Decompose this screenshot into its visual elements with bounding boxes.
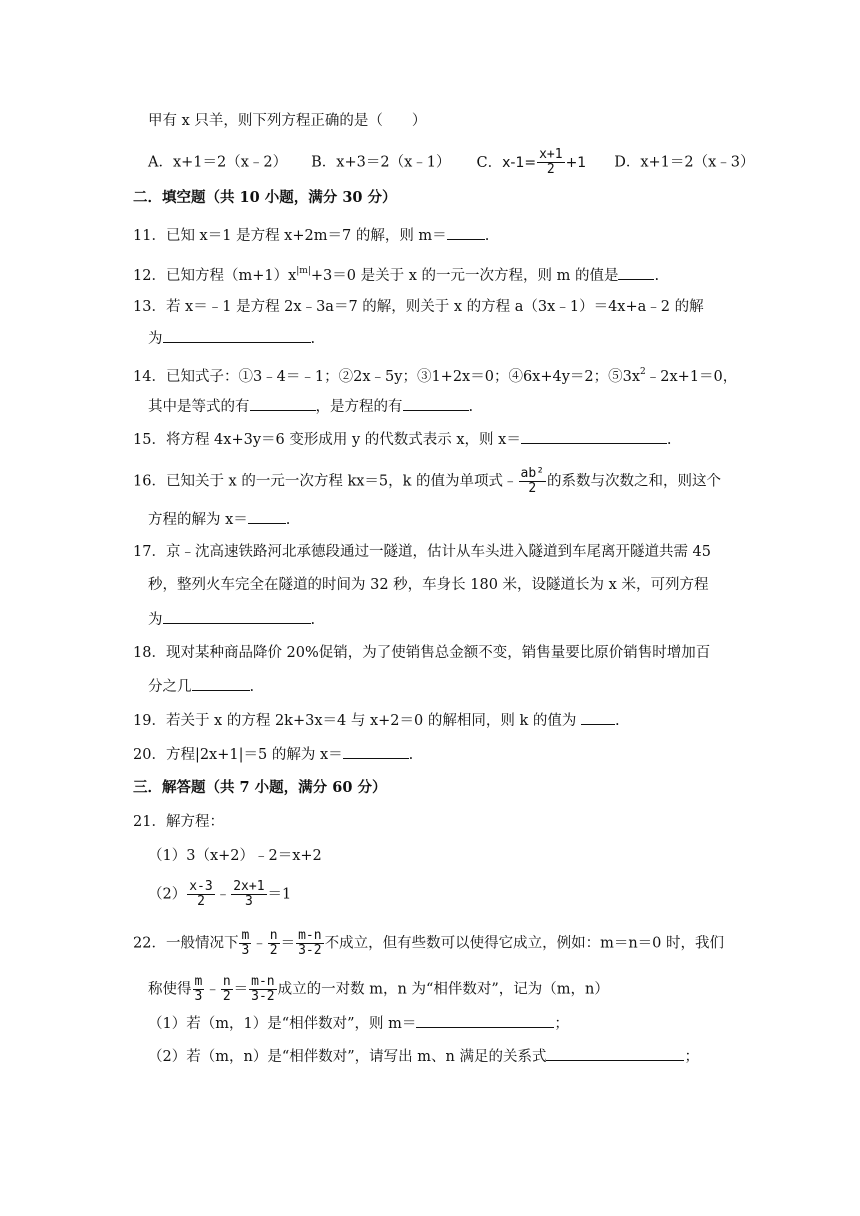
q20: 20．方程|2x+1|＝5 的解为 x＝ .	[133, 744, 413, 765]
q22-line1: 22．一般情况下 $\frac{m}{3}$ ﹣ $\frac{n}{2}$ ＝ $\frac{m-n}{3-2}$ 不成立，但有些数可以使得它成立，例如：m＝n＝0 时，我们	[133, 928, 725, 958]
option-c[interactable]: C．x-1= $\frac{x+1}{2}$ +1	[476, 147, 587, 177]
q22-line2: 称使得 $\frac{m}{3}$ ﹣ $\frac{n}{2}$ ＝ $\frac{m-n}{3-2}$ 成立的一对数 m，n 为“相伴数对”，记为（m，n）	[148, 974, 609, 1004]
q14-line1: 14．已知式子：①3﹣4＝﹣1；②2x﹣5y；③1+2x＝0；④6x+4y＝2；$⑤3x^2﹣2x+1=0$，	[133, 367, 738, 385]
option-d[interactable]: D．x+1＝2（x﹣3）	[614, 154, 755, 171]
answer-blank[interactable]	[163, 328, 311, 343]
q11: 11．已知 x＝1 是方程 x+2m＝7 的解，则 m＝ .	[133, 225, 489, 246]
answer-blank[interactable]	[343, 744, 409, 759]
q18-line2: 分之几 .	[148, 676, 254, 697]
answer-blank[interactable]	[403, 396, 469, 411]
answer-blank[interactable]	[192, 676, 250, 691]
q17-line3: 为 .	[148, 609, 315, 630]
answer-blank[interactable]	[546, 1046, 684, 1061]
section2-title: 二．填空题（共 10 小题，满分 30 分）	[133, 189, 397, 206]
section3-title: 三．解答题（共 7 小题，满分 60 分）	[133, 779, 387, 796]
q18-line1: 18．现对某种商品降价 20%促销，为了使销售总金额不变，销售量要比原价销售时增加百	[133, 645, 711, 661]
answer-blank[interactable]	[581, 710, 615, 725]
q21-part1: （1）3（x+2）﹣2＝x+2	[148, 848, 322, 864]
q14-line2: 其中是等式的有 ，是方程的有 .	[148, 396, 473, 417]
q10-options	[148, 148, 755, 177]
answer-blank[interactable]	[248, 509, 286, 524]
option-a[interactable]: A．x+1＝2（x﹣2）	[148, 154, 288, 171]
q16-line1: 16．已知关于 x 的一元一次方程 kx＝5，k 的值为单项式﹣ $\frac{\text{ab²}}{2}$ 的系数与次数之和，则这个	[133, 466, 722, 496]
q19: 19．若关于 x 的方程 2k+3x＝4 与 x+2＝0 的解相同，则 k 的值为 .	[133, 710, 620, 731]
q17-line1: 17．京﹣沈高速铁路河北承德段通过一隧道，估计从车头进入隧道到车尾离开隧道共需 45	[133, 544, 712, 560]
q10-tail: 甲有 x 只羊，则下列方程正确的是（ ）	[148, 113, 427, 129]
q17-line2: 秒，整列火车完全在隧道的时间为 32 秒，车身长 180 米，设隧道长为 x 米，可列方程	[148, 577, 709, 593]
q22-part1: （1）若（m，1）是“相伴数对”，则 m＝ ；	[148, 1013, 569, 1034]
answer-blank[interactable]	[163, 609, 311, 624]
answer-blank[interactable]	[521, 429, 667, 444]
q22-part2: （2）若（m，n）是“相伴数对”，请写出 m、n 满足的关系式 ；	[148, 1046, 699, 1067]
answer-blank[interactable]	[447, 225, 485, 240]
answer-blank[interactable]	[618, 265, 654, 280]
q13-line1: 13．若 x＝﹣1 是方程 2x﹣3a＝7 的解，则关于 x 的方程 a（3x﹣1）＝4x+a﹣2 的解	[133, 299, 704, 315]
q21-part2: （2） $\frac{x-3}{2}$ ﹣ $\frac{2x+1}{3}$ ＝1	[148, 879, 292, 909]
q21-title: 21．解方程：	[133, 814, 224, 830]
option-b[interactable]: B．x+3＝2（x﹣1）	[311, 154, 451, 171]
answer-blank[interactable]	[250, 396, 316, 411]
q13-line2: 为 .	[148, 328, 315, 349]
q15: 15．将方程 4x+3y＝6 变形成用 y 的代数式表示 x，则 x＝ .	[133, 429, 671, 450]
q12: 12．已知方程$(m+1)x^{|m|}+3=0$ 是关于 x 的一元一次方程，则 m 的值是 .	[133, 266, 660, 284]
q16-line2: 方程的解为 x＝ .	[148, 509, 290, 530]
answer-blank[interactable]	[416, 1013, 554, 1028]
